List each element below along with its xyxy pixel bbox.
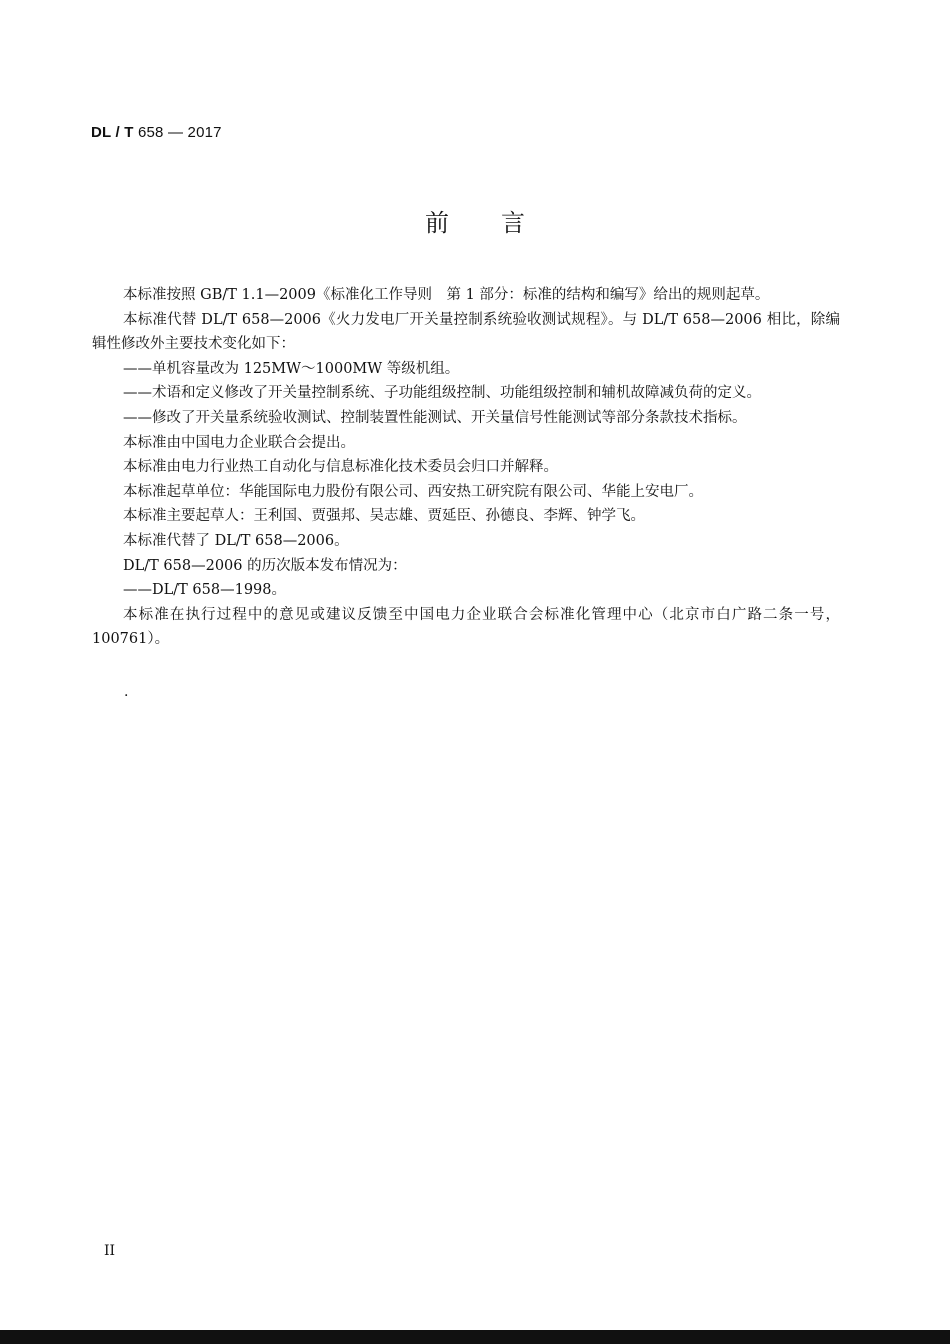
paragraph-11: DL/T 658—2006 的历次版本发布情况为：	[123, 557, 407, 574]
paragraph-9: 本标准主要起草人：王利国、贾强邦、吴志雄、贾延臣、孙德良、李辉、钟学飞。	[123, 508, 645, 525]
paragraph-8: 本标准起草单位：华能国际电力股份有限公司、西安热工研究院有限公司、华能上安电厂。	[123, 483, 703, 500]
paragraph-6: 本标准由中国电力企业联合会提出。	[123, 434, 355, 451]
document-code-prefix: DL / T	[91, 124, 134, 141]
paragraph-10: 本标准代替了 DL/T 658—2006。	[123, 532, 349, 549]
page-title: 前言	[425, 209, 577, 237]
bottom-border	[0, 1330, 950, 1344]
paragraph-7: 本标准由电力行业热工自动化与信息标准化技术委员会归口并解释。	[123, 459, 558, 476]
page-number: II	[104, 1243, 116, 1259]
paragraph-5: ——修改了开关量系统验收测试、控制装置性能测试、开关量信号性能测试等部分条款技术指标。	[123, 409, 747, 426]
paragraph-2: 本标准代替 DL/T 658—2006《火力发电厂开关量控制系统验收测试规程》。与 DL/T 658—2006 相比，除编辑性修改外主要技术变化如下：	[92, 311, 840, 353]
paragraph-3: ——单机容量改为 125MW～1000MW 等级机组。	[123, 360, 460, 377]
paragraph-13: 本标准在执行过程中的意见或建议反馈至中国电力企业联合会标准化管理中心（北京市白广路二条一号，100761）。	[92, 606, 840, 648]
paragraph-1: 本标准按照 GB/T 1.1—2009《标准化工作导则 第 1 部分：标准的结构和编写》给出的规则起草。	[123, 287, 770, 303]
document-code-number: 658 — 2017	[133, 124, 222, 141]
document-code	[91, 124, 222, 141]
foreword-body	[92, 283, 840, 652]
paragraph-4: ——术语和定义修改了开关量控制系统、子功能组级控制、功能组级控制和辅机故障减负荷的定义。	[123, 385, 761, 402]
paragraph-12: ——DL/T 658—1998。	[123, 582, 286, 599]
stray-dot: ·	[124, 688, 129, 704]
